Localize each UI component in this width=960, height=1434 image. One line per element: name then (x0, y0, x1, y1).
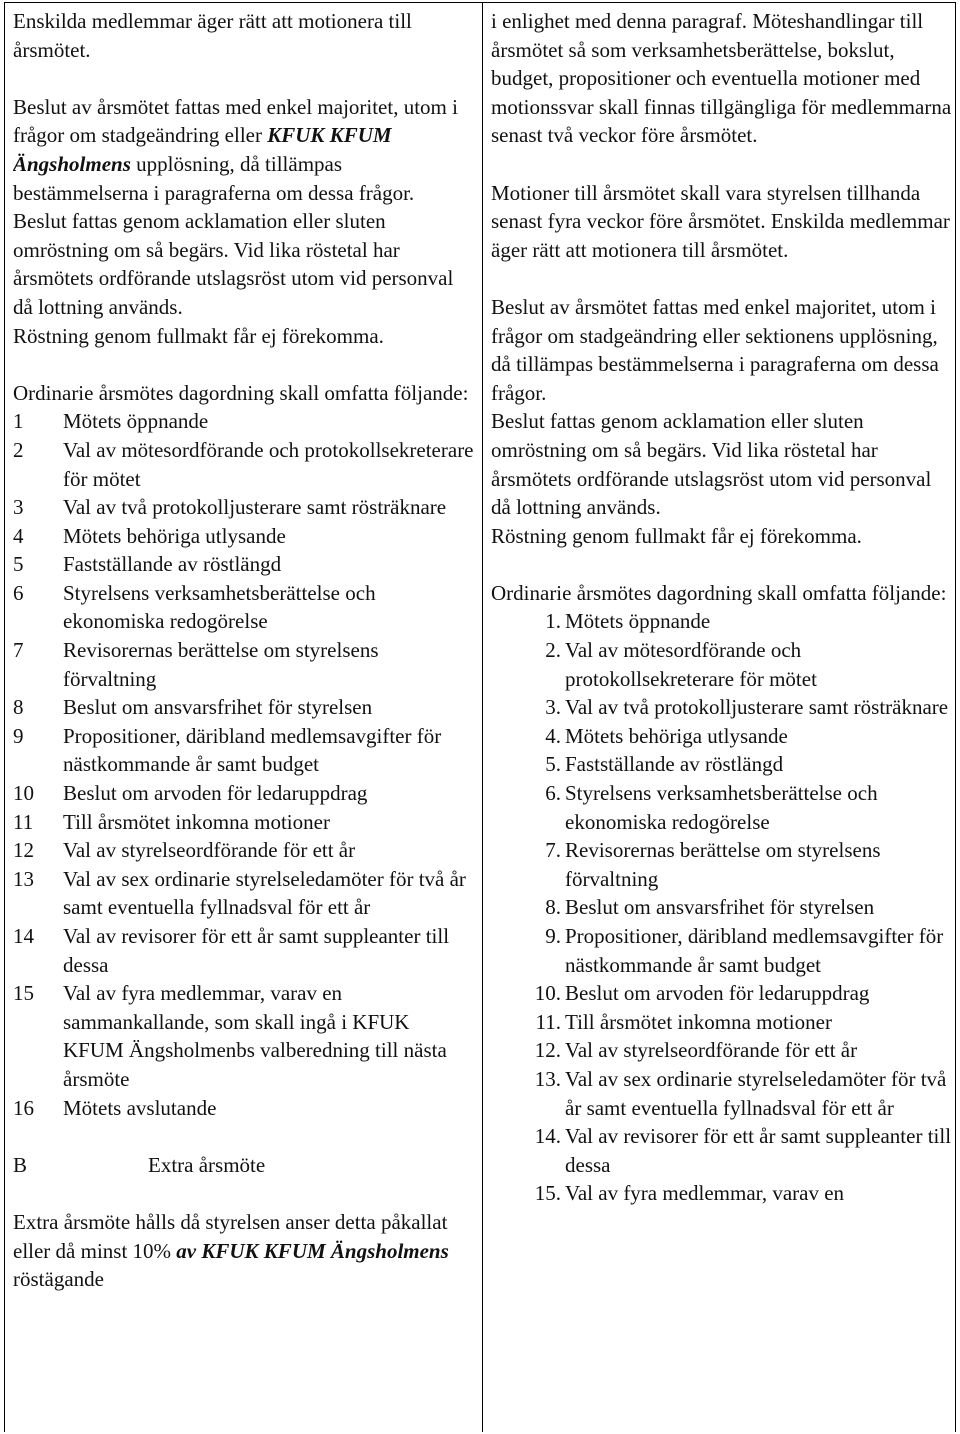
list-item-text: Fastställande av röstlängd (565, 752, 784, 777)
list-item-text: Fastställande av röstlängd (63, 552, 282, 577)
list-item-text: Mötets behöriga utlysande (565, 723, 788, 748)
list-item-number: 13. (534, 1066, 561, 1091)
list-item-text: Mötets avslutande (63, 1095, 217, 1120)
list-item-number: 11. (535, 1009, 561, 1034)
dagordning-paragraph: Ordinarie årsmötes dagordning skall omfatta följande: (13, 380, 469, 405)
list-item-number: 11 (13, 809, 34, 834)
beslut-text-start: Beslut av årsmötet fattas med enkel majoritet, utom i frågor om stadgeändring eller (13, 94, 458, 148)
list-item (13, 865, 475, 922)
org-name-emphasis: av KFUK KFUM Ängsholmens (176, 1238, 449, 1263)
list-item (13, 722, 475, 779)
list-item-number: 6. (545, 781, 561, 806)
list-item (491, 836, 953, 893)
list-item-text: Val av revisorer för ett år samt suppleanter till dessa (565, 1124, 952, 1177)
dagordning-paragraph: Ordinarie årsmötes dagordning skall omfatta följande: (491, 580, 947, 605)
list-item-text: Propositioner, däribland medlemsavgifter för nästkommande år samt budget (565, 924, 944, 977)
list-item-text: Mötets öppnande (63, 409, 209, 434)
list-item-text: Val av fyra medlemmar, varav en (565, 1181, 845, 1206)
list-item-text: Val av styrelseordförande för ett år (565, 1038, 858, 1063)
agenda-list (13, 407, 475, 1122)
list-item-text: Revisorernas berättelse om styrelsens förvaltning (63, 638, 379, 691)
list-item (491, 750, 953, 779)
extra-text-start: Extra årsmöte hålls då styrelsen anser detta påkallat eller då minst 10% (13, 1209, 448, 1263)
list-item-number: 14 (13, 924, 34, 948)
list-item-text: Beslut om ansvarsfrihet för styrelsen (565, 895, 875, 920)
list-item-text: Val av fyra medlemmar, varav en sammankallande, som skall ingå i KFUK KFUM Ängsholmenbs valberedning till nästa årsmöte (63, 981, 447, 1091)
list-item-number: 7 (13, 638, 24, 663)
acklamation-paragraph: Beslut fattas genom acklamation eller sluten omröstning om så begärs. Vid lika röstetal har årsmötets ordförande utslagsröst utom vid personval då lottning används. (491, 409, 932, 520)
fullmakt-paragraph: Röstning genom fullmakt får ej förekomma. (491, 523, 862, 548)
agenda-list (491, 607, 953, 1207)
list-item-text: Val av sex ordinarie styrelseledamöter för två år samt eventuella fyllnadsval för ett år (565, 1066, 947, 1120)
list-item (491, 779, 953, 836)
list-item-number: 5 (13, 552, 24, 577)
list-item (13, 407, 475, 436)
list-item (13, 436, 475, 493)
list-item (13, 836, 475, 865)
section-title: Extra årsmöte (148, 1152, 266, 1177)
extra-arsmote-paragraph (13, 1208, 475, 1294)
motioner-paragraph: Motioner till årsmötet skall vara styrelsen tillhanda senast fyra veckor före årsmötet. Enskilda medlemmar äger rätt att motionera till årsmötet. (491, 180, 950, 262)
list-item-text: Beslut om arvoden för ledaruppdrag (565, 981, 870, 1006)
list-item-number: 1 (13, 409, 24, 434)
list-item-text: Propositioner, däribland medlemsavgifter för nästkommande år samt budget (63, 723, 442, 777)
list-item (13, 579, 475, 636)
list-item (491, 922, 953, 979)
list-item-number: 14. (534, 1124, 561, 1149)
list-item-text: Val av två protokolljusterare samt rösträknare (565, 695, 949, 720)
right-column (491, 7, 953, 1433)
beslut-text-end: upplösning, då tillämpas bestämmelserna i paragraferna om dessa frågor. (13, 151, 415, 205)
list-item-text: Val av mötesordförande och protokollsekreterare för mötet (63, 437, 474, 491)
extra-text-end: röstägande (13, 1267, 104, 1292)
list-item-number: 15 (13, 981, 34, 1006)
list-item-text: Mötets behöriga utlysande (63, 523, 286, 548)
list-item (13, 493, 475, 522)
list-item (13, 808, 475, 837)
list-item-number: 6 (13, 580, 24, 605)
list-item-text: Val av sex ordinarie styrelseledamöter för två år samt eventuella fyllnadsval för ett år (63, 866, 466, 920)
list-item (491, 1179, 953, 1208)
list-item (491, 607, 953, 636)
list-item-number: 5. (545, 752, 561, 777)
list-item (491, 1065, 953, 1122)
list-item-number: 7. (545, 838, 561, 863)
list-item (13, 522, 475, 551)
list-item-number: 2 (13, 437, 24, 462)
list-item (491, 722, 953, 751)
list-item-text: Revisorernas berättelse om styrelsens förvaltning (565, 838, 881, 891)
intro-paragraph: Enskilda medlemmar äger rätt att motionera till årsmötet. (13, 9, 412, 62)
list-item-number: 4. (545, 723, 561, 748)
fullmakt-paragraph: Röstning genom fullmakt får ej förekomma. (13, 323, 384, 348)
list-item (13, 550, 475, 579)
list-item (13, 636, 475, 693)
list-item-number: 9 (13, 723, 24, 748)
list-item-text: Beslut om ansvarsfrihet för styrelsen (63, 695, 373, 720)
list-item-text: Mötets öppnande (565, 609, 711, 634)
org-name-emphasis: KFUK KFUM Ängsholmens (13, 123, 392, 176)
beslut-paragraph (13, 93, 475, 207)
left-column (13, 7, 475, 1433)
mote-handlingar-paragraph: i enlighet med denna paragraf. Möteshandlingar till årsmötet så som verksamhetsberättelse, bokslut, budget, propositioner och eventuella motioner med motionssvar skall finnas tillgängliga för medlemmarna senast två veckor före årsmötet. (491, 9, 952, 148)
list-item-number: 10. (534, 981, 561, 1006)
list-item (13, 979, 475, 1093)
section-letter: B (13, 1152, 28, 1177)
beslut-paragraph: Beslut av årsmötet fattas med enkel majoritet, utom i frågor om stadgeändring eller sektionens upplösning, då tillämpas bestämmelserna i paragraferna om dessa frågor. (491, 294, 939, 405)
list-item-text: Styrelsens verksamhetsberättelse och ekonomiska redogörelse (63, 580, 376, 634)
list-item (13, 779, 475, 808)
list-item-text: Val av styrelseordförande för ett år (63, 838, 356, 863)
list-item-text: Till årsmötet inkomna motioner (565, 1009, 832, 1034)
list-item-text: Till årsmötet inkomna motioner (63, 809, 330, 834)
list-item-number: 2. (545, 638, 561, 663)
list-item-number: 4 (13, 523, 24, 548)
list-item (13, 922, 475, 979)
list-item-text: Beslut om arvoden för ledaruppdrag (63, 781, 368, 806)
list-item (13, 1094, 475, 1123)
list-item-number: 13 (13, 866, 34, 891)
list-item-number: 8 (13, 695, 24, 720)
list-item (491, 1036, 953, 1065)
list-item (491, 979, 953, 1008)
list-item-number: 3. (545, 695, 561, 720)
list-item (491, 1122, 953, 1179)
document-table (4, 2, 956, 1432)
list-item-number: 10 (13, 781, 34, 806)
list-item-number: 12 (13, 838, 34, 863)
list-item-number: 1. (545, 609, 561, 634)
list-item (491, 893, 953, 922)
list-item-number: 8. (545, 895, 561, 920)
list-item-text: Styrelsens verksamhetsberättelse och ekonomiska redogörelse (565, 781, 878, 834)
list-item-text: Val av revisorer för ett år samt suppleanter till dessa (63, 924, 450, 977)
list-item (491, 636, 953, 693)
list-item-number: 3 (13, 495, 24, 520)
section-heading (13, 1151, 475, 1180)
list-item-text: Val av mötesordförande och protokollsekreterare för mötet (565, 638, 817, 691)
list-item-text: Val av två protokolljusterare samt rösträknare (63, 495, 447, 520)
column-divider (482, 3, 483, 1432)
list-item (13, 693, 475, 722)
acklamation-paragraph: Beslut fattas genom acklamation eller sluten omröstning om så begärs. Vid lika röstetal har årsmötets ordförande utslagsröst utom vid personval då lottning används. (13, 209, 454, 319)
list-item (491, 693, 953, 722)
list-item-number: 12. (534, 1038, 561, 1063)
list-item (491, 1008, 953, 1037)
list-item-number: 16 (13, 1095, 34, 1120)
list-item-number: 15. (534, 1181, 561, 1206)
list-item-number: 9. (545, 924, 561, 948)
